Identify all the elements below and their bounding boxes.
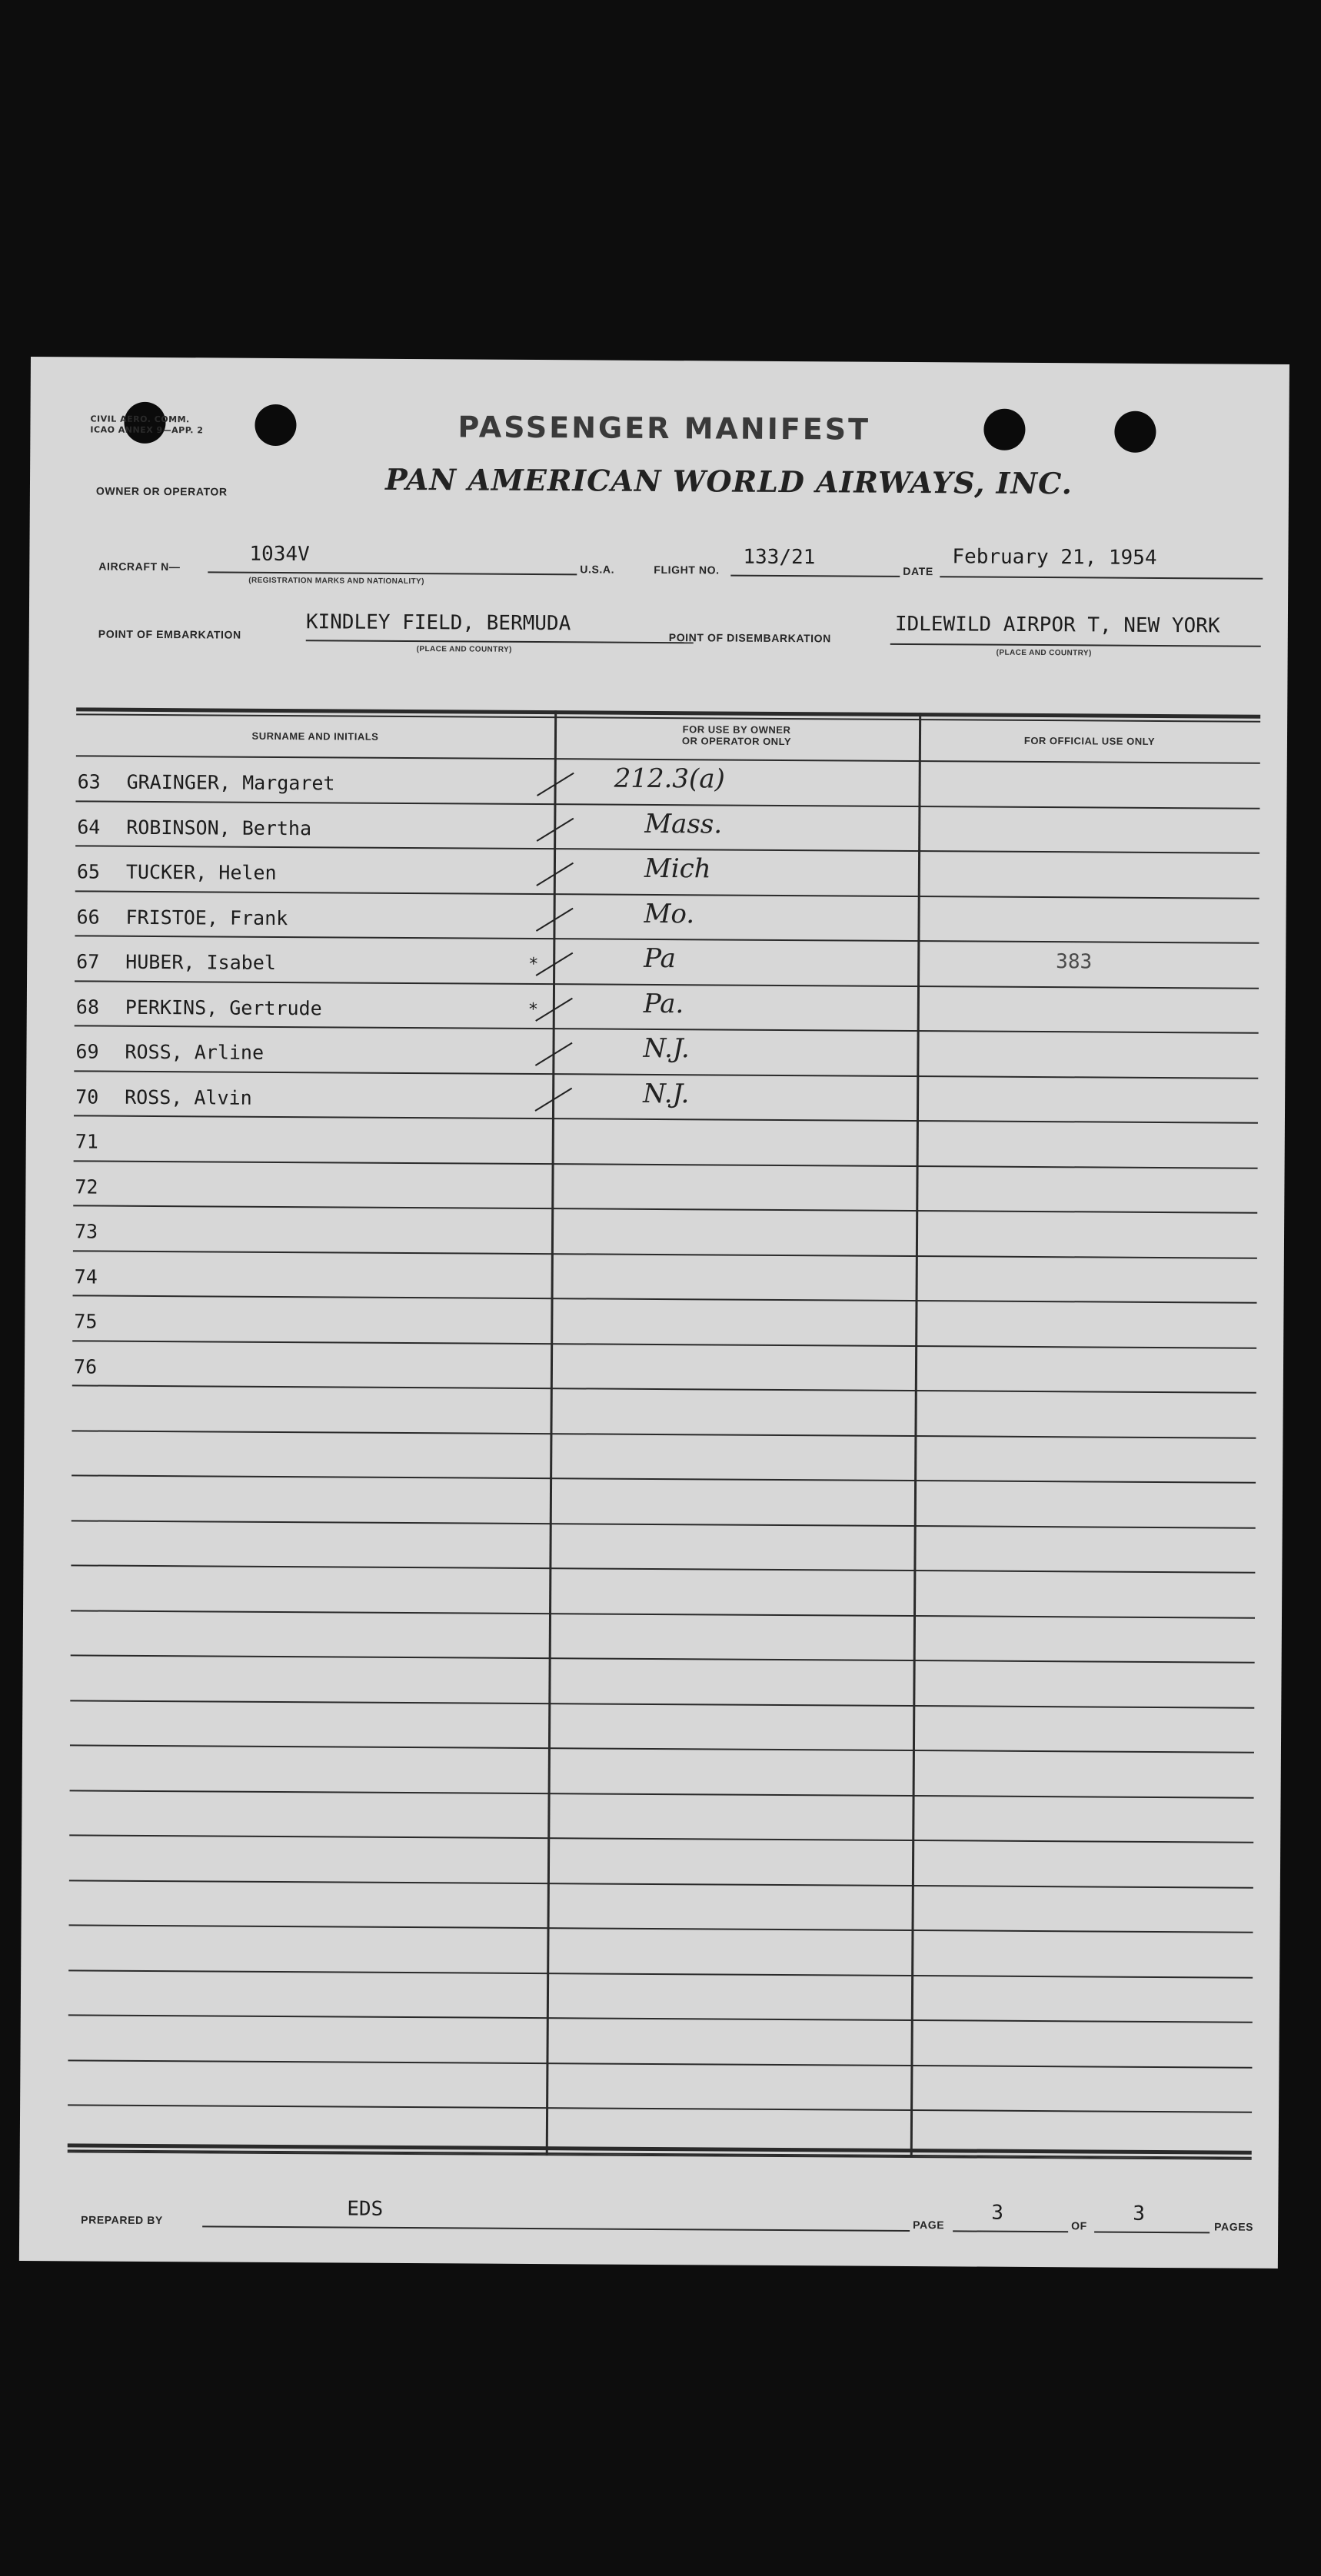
handwritten-mark: Mass.	[644, 808, 723, 840]
registration-caption: (REGISTRATION MARKS AND NATIONALITY)	[248, 576, 424, 587]
flight-date: February 21, 1954	[952, 545, 1157, 570]
handwritten-mark: Mo.	[644, 898, 695, 929]
row-number: 70	[75, 1085, 99, 1109]
row-rule	[68, 2059, 1252, 2068]
passenger-table	[68, 707, 1260, 2159]
row-number: 64	[77, 815, 101, 839]
handwritten-mark: Pa.	[643, 988, 684, 1019]
prepared-by-underline	[202, 2225, 910, 2232]
disembarkation-point: IDLEWILD AIRPOR T, NEW YORK	[894, 612, 1220, 638]
row-rule	[75, 800, 1259, 809]
row-number: 63	[77, 770, 101, 793]
row-rule	[68, 2014, 1253, 2023]
handwritten-mark: 212.3(a)	[614, 763, 725, 795]
row-flag: *	[528, 954, 539, 975]
embark-place-caption: (PLACE AND COUNTRY)	[416, 645, 512, 654]
passenger-name: HUBER, Isabel	[125, 950, 276, 974]
row-number: 67	[76, 950, 100, 973]
column-header-name: SURNAME AND INITIALS	[251, 730, 379, 743]
row-number: 69	[75, 1040, 99, 1063]
form-title: PASSENGER MANIFEST	[458, 410, 871, 447]
page-label: PAGE	[913, 2219, 945, 2232]
row-rule	[69, 1834, 1253, 1843]
official-entry: 383	[1056, 950, 1093, 974]
row-rule	[73, 1250, 1257, 1258]
total-pages: 3	[1133, 2202, 1146, 2225]
row-number: 72	[75, 1175, 98, 1198]
row-rule	[68, 2104, 1252, 2112]
passenger-name: TUCKER, Helen	[125, 860, 277, 884]
row-rule	[72, 1430, 1256, 1438]
owner-label: OWNER OR OPERATOR	[95, 484, 228, 498]
manifest-sheet	[19, 357, 1289, 2269]
prepared-by-label: PREPARED BY	[81, 2213, 163, 2227]
aircraft-underline	[208, 571, 577, 575]
row-rule	[75, 1025, 1259, 1033]
row-rule	[72, 1384, 1256, 1393]
passenger-name: ROSS, Arline	[125, 1040, 265, 1064]
punch-hole	[1114, 411, 1156, 453]
date-underline	[940, 576, 1263, 580]
embarkation-point: KINDLEY FIELD, BERMUDA	[305, 610, 571, 636]
flight-number: 133/21	[743, 545, 816, 570]
row-number: 68	[75, 995, 100, 1019]
row-rule	[71, 1610, 1255, 1618]
punch-hole	[255, 404, 296, 446]
row-rule	[72, 1474, 1256, 1483]
prepared-by-value: EDS	[347, 2197, 384, 2221]
row-rule	[73, 1205, 1257, 1213]
row-rule	[73, 1295, 1257, 1303]
row-rule	[75, 890, 1259, 899]
form-id: CIVIL AERO. COMM. ICAO ANNEX 9—APP. 2	[90, 414, 204, 436]
flight-underline	[730, 575, 900, 577]
disembarkation-underline	[890, 643, 1261, 647]
disembark-place-caption: (PLACE AND COUNTRY)	[996, 648, 1092, 658]
passenger-name: PERKINS, Gertrude	[125, 995, 322, 1019]
passenger-name: ROSS, Alvin	[125, 1085, 252, 1109]
row-number: 76	[73, 1354, 98, 1378]
row-number: 65	[76, 860, 101, 883]
disembarkation-label: POINT OF DISEMBARKATION	[668, 631, 831, 645]
page-number: 3	[991, 2201, 1004, 2225]
row-rule	[70, 1790, 1254, 1798]
row-flag: *	[527, 999, 539, 1019]
handwritten-mark: Mich	[644, 853, 711, 885]
header-rule	[76, 755, 1260, 763]
aircraft-label: AIRCRAFT N—	[98, 560, 181, 573]
of-label: OF	[1071, 2219, 1087, 2232]
handwritten-mark: N.J.	[643, 1032, 690, 1065]
pages-label: PAGES	[1214, 2220, 1254, 2233]
handwritten-mark: Pa	[644, 942, 676, 975]
row-rule	[75, 980, 1259, 989]
row-number: 75	[74, 1310, 98, 1333]
country: U.S.A.	[580, 563, 615, 576]
row-rule	[71, 1654, 1255, 1663]
aircraft-number: 1034V	[249, 542, 310, 567]
passenger-name: ROBINSON, Bertha	[126, 816, 312, 839]
column-header-official: FOR OFFICIAL USE ONLY	[1023, 734, 1156, 747]
row-number: 66	[76, 905, 100, 929]
total-underline	[1094, 2231, 1210, 2233]
passenger-name: GRAINGER, Margaret	[126, 770, 335, 795]
row-rule	[70, 1744, 1254, 1753]
row-number: 73	[74, 1220, 98, 1243]
page-underline	[953, 2230, 1068, 2232]
embarkation-label: POINT OF EMBARKATION	[98, 627, 241, 641]
row-rule	[74, 1070, 1258, 1079]
row-rule	[74, 1115, 1258, 1123]
row-rule	[69, 1880, 1253, 1888]
passenger-name: FRISTOE, Frank	[125, 906, 288, 929]
embarkation-underline	[306, 640, 694, 643]
column-header-owner: FOR USE BY OWNER OR OPERATOR ONLY	[681, 723, 792, 748]
punch-hole	[983, 409, 1025, 450]
row-rule	[70, 1700, 1254, 1708]
row-rule	[75, 845, 1259, 853]
row-rule	[71, 1564, 1255, 1573]
airline-name: PAN AMERICAN WORLD AIRWAYS, INC.	[384, 461, 1073, 501]
row-rule	[75, 935, 1259, 943]
row-rule	[72, 1520, 1256, 1528]
handwritten-mark: N.J.	[643, 1078, 690, 1109]
row-number: 74	[74, 1265, 98, 1288]
row-rule	[69, 1924, 1253, 1933]
row-number: 71	[75, 1130, 98, 1153]
row-rule	[72, 1340, 1256, 1348]
flight-label: FLIGHT NO.	[654, 563, 720, 577]
row-rule	[74, 1160, 1258, 1168]
row-rule	[68, 1969, 1253, 1978]
date-label: DATE	[903, 564, 933, 578]
